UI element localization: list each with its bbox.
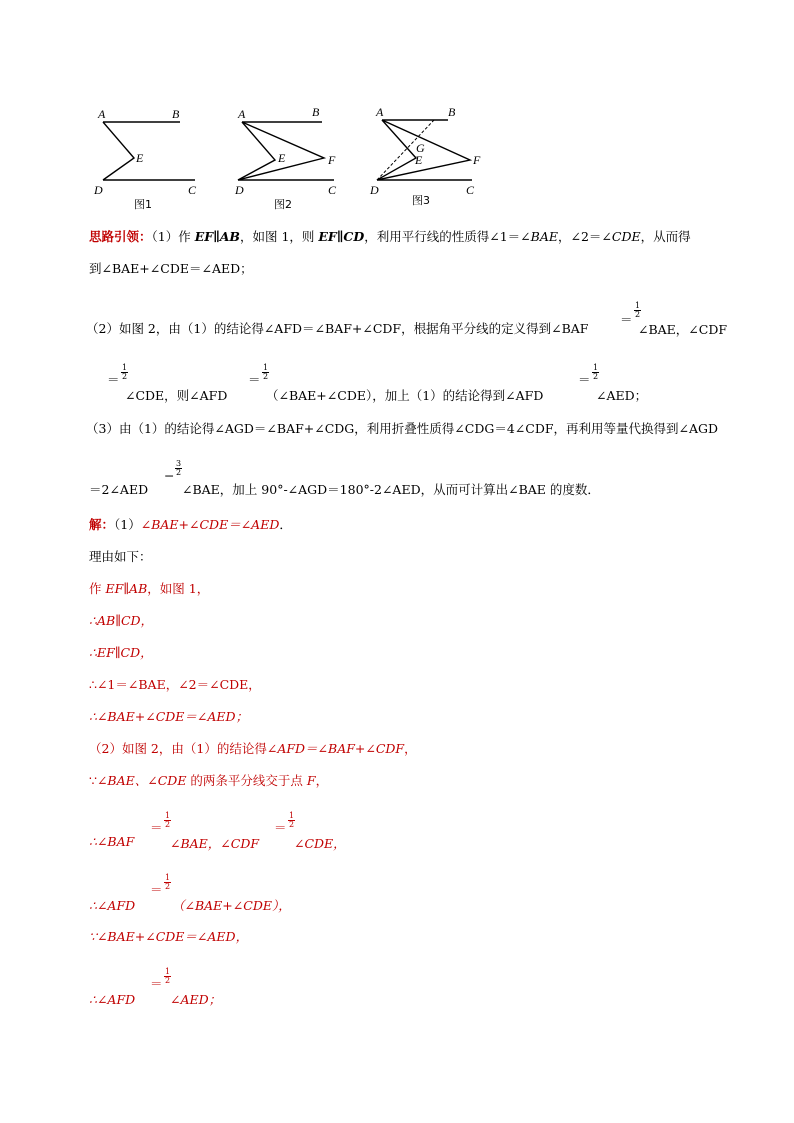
hint-line-2: 到∠BAE+∠CDE＝∠AED；: [89, 261, 253, 276]
fig1-label-b: B: [172, 107, 180, 121]
fig3-label-f: F: [473, 153, 481, 167]
frac-three-halves: $\frac{3}{2}$: [176, 459, 182, 477]
solution-line-3: 作 EF∥AB，如图 1，: [89, 581, 210, 596]
fig3-label-b: B: [448, 105, 456, 119]
hint-line-3: （2）如图 2，由（1）的结论得∠AFD＝∠BAF+∠CDF，根据角平分线的定义得到∠BAF: [86, 321, 589, 336]
fig3-label-d: D: [370, 183, 379, 197]
figure-3: [368, 100, 498, 212]
fig2-label-e: E: [278, 151, 286, 165]
fig1-label-e: E: [136, 151, 144, 165]
frac-half: $\frac{1}{2}$: [165, 967, 171, 985]
fig2-label-f: F: [328, 153, 336, 167]
fig3-caption: 图3: [412, 194, 430, 207]
solution-line-6: ∴∠1＝∠BAE，∠2＝∠CDE，: [89, 677, 261, 692]
fig2-label-c: C: [328, 183, 337, 197]
hint-title: 思路引领：: [89, 229, 152, 244]
fig2-label-a: A: [238, 107, 246, 121]
fig1-label-d: D: [94, 183, 103, 197]
frac-half: $\frac{1}{2}$: [122, 363, 128, 381]
solution-line-7: ∴∠BAE+∠CDE＝∠AED；: [89, 709, 249, 724]
solution-line-13a: ∴∠AFD: [89, 992, 136, 1007]
solution-line-1: 解：（1）∠BAE+∠CDE＝∠AED．: [89, 517, 292, 532]
frac-half: $\frac{1}{2}$: [593, 363, 599, 381]
hint-line-1: 思路引领：（1）作 EF∥AB，如图 1，则 EF∥CD，利用平行线的性质得∠1＝∠BAE，∠2＝∠CDE，从而得: [89, 229, 691, 244]
frac-half: $\frac{1}{2}$: [165, 811, 171, 829]
fig3-label-c: C: [466, 183, 475, 197]
fig3-label-e: E: [415, 153, 423, 167]
fig2-label-d: D: [235, 183, 244, 197]
solution-line-11a: ∴∠AFD: [89, 898, 136, 913]
fig2-label-b: B: [312, 105, 320, 119]
fig3-label-a: A: [376, 105, 384, 119]
fig1-label-a: A: [98, 107, 106, 121]
fig3-label-g: G: [416, 141, 425, 155]
hint-line-5: （3）由（1）的结论得∠AGD＝∠BAF+∠CDG，利用折叠性质得∠CDG＝4∠CDF，再利用等量代换得到∠AGD: [86, 421, 719, 436]
frac-half: $\frac{1}{2}$: [635, 301, 641, 319]
solution-line-8: （2）如图 2，由（1）的结论得∠AFD＝∠BAF+∠CDF，: [89, 741, 417, 756]
frac-half: $\frac{1}{2}$: [165, 873, 171, 891]
frac-half: $\frac{1}{2}$: [263, 363, 269, 381]
solution-line-9: ∵∠BAE、∠CDE 的两条平分线交于点 F，: [89, 773, 329, 788]
solution-line-12: ∵∠BAE+∠CDE＝∠AED，: [89, 929, 249, 944]
solution-line-4: ∴AB∥CD，: [89, 613, 154, 628]
fig1-label-c: C: [188, 183, 197, 197]
figure-1: [90, 100, 210, 212]
figure-2: [230, 100, 355, 212]
fig2-caption: 图2: [274, 198, 292, 211]
solution-line-10a: ∴∠BAF: [89, 834, 135, 849]
frac-half: $\frac{1}{2}$: [289, 811, 295, 829]
solution-line-5: ∴EF∥CD，: [89, 645, 153, 660]
fig1-caption: 图1: [134, 198, 152, 211]
solution-line-2: 理由如下：: [89, 549, 152, 564]
